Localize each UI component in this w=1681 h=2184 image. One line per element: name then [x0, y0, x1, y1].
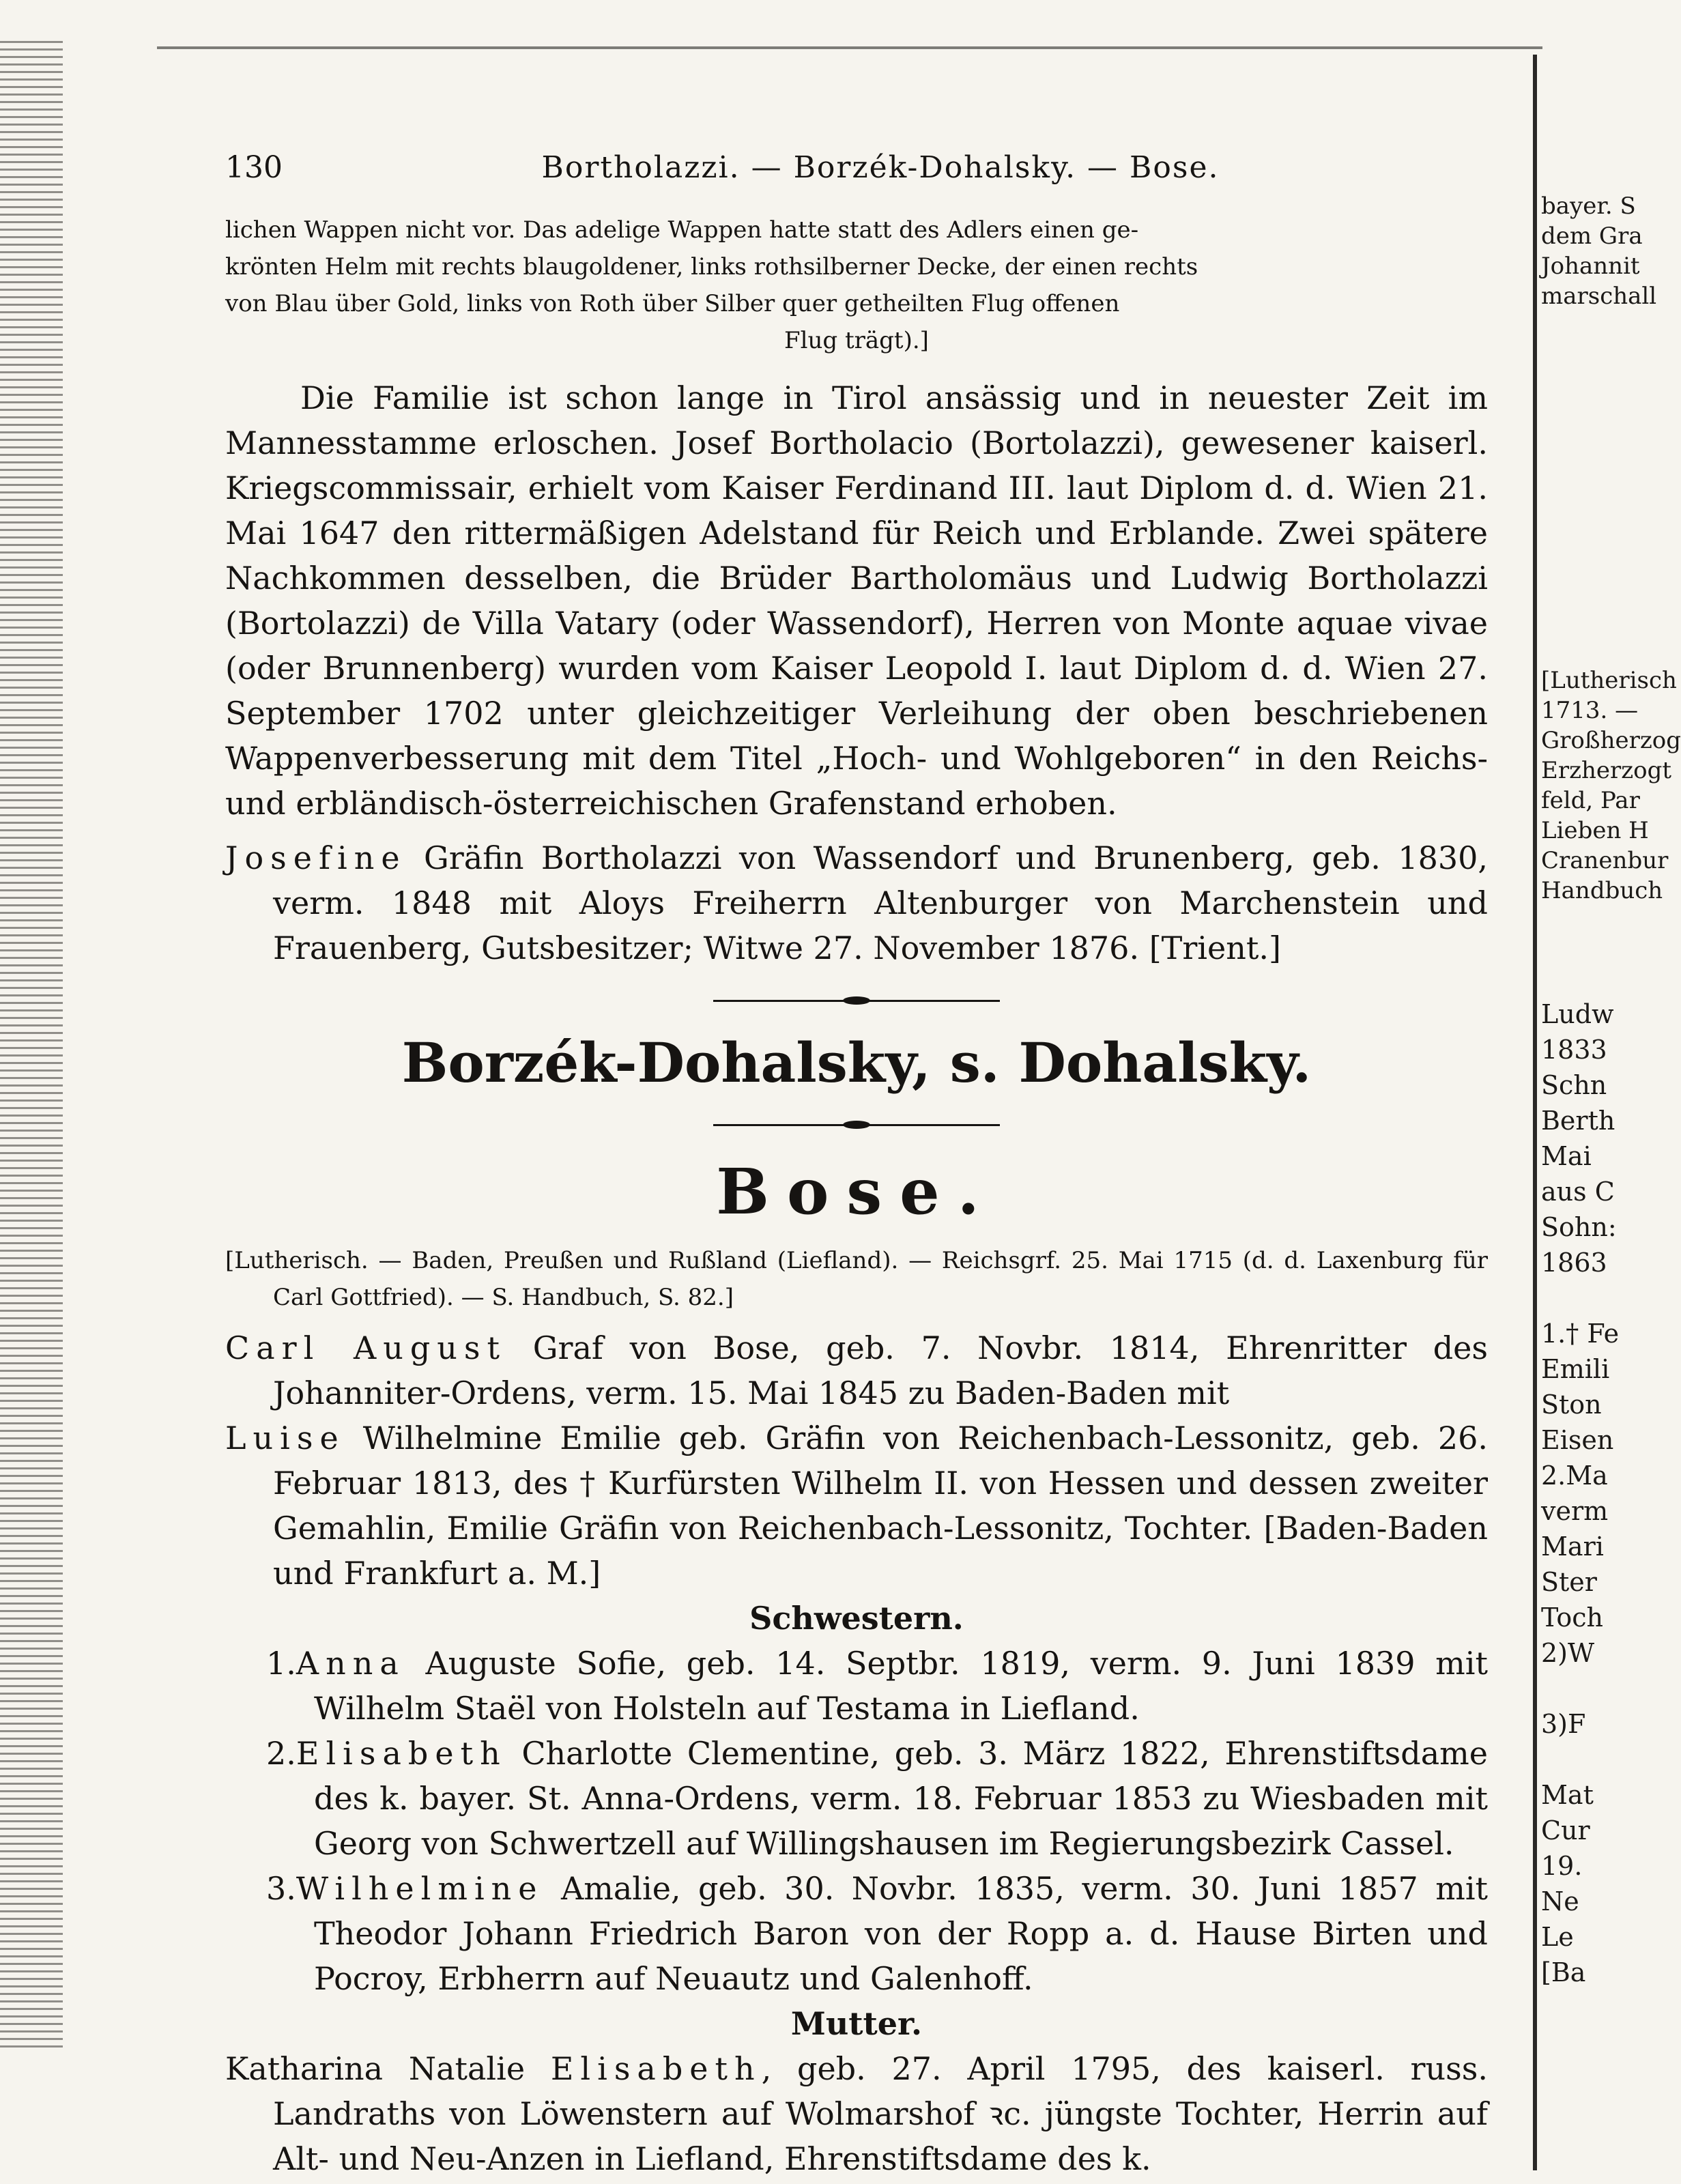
fragment-line: Mari	[1541, 1532, 1604, 1562]
bose-intro: [Lutherisch. — Baden, Preußen und Rußland (Liefland). — Reichsgrf. 25. Mai 1715 (d. d. Laxenburg für Carl Gottfried). — S. Handbuch, S. 82.]	[225, 1247, 1488, 1311]
fragment-line	[1541, 1280, 1638, 1316]
fragment-line: 19.	[1541, 1851, 1583, 1881]
fragment-line: Le	[1541, 1922, 1574, 1952]
head-name: Carl August	[225, 1330, 507, 1366]
fragment-line: 2.Ma	[1541, 1461, 1608, 1491]
continued-line: von Blau über Gold, links von Roth über Silber quer getheilten Flug offenen	[225, 290, 1120, 317]
page-number: 130	[225, 150, 283, 185]
fragment-line: 2)W	[1541, 1638, 1595, 1668]
divider-ornament	[713, 998, 1000, 1003]
sister-number: 3.	[266, 1870, 296, 1907]
fragment-line	[1541, 1742, 1638, 1777]
sister-details: Auguste Sofie, geb. 14. Septbr. 1819, verm. 9. Juni 1839 mit Wilhelm Staël von Holsteln auf Testama in Liefland.	[314, 1645, 1488, 1727]
fragment-line: Ster	[1541, 1567, 1597, 1597]
scan-edge-shadow	[0, 41, 63, 2048]
spouse-details: Wilhelmine Emilie geb. Gräfin von Reichenbach-Lessonitz, geb. 26. Februar 1813, des † Kurfürsten Wilhelm II. von Hessen und dessen zweiter Gemahlin, Emilie Gräfin von Reichenbach-Lessonitz, Tochter. [Baden-Baden und Frankfurt a. M.]	[273, 1420, 1488, 1592]
continued-arms-note	[225, 212, 1488, 359]
fragment-line: Johannit	[1541, 253, 1640, 280]
continued-line: krönten Helm mit rechts blaugoldener, links rothsilberner Decke, der einen rechts	[225, 253, 1198, 281]
fragment-line: Emili	[1541, 1354, 1610, 1384]
sister-entry	[225, 1641, 1488, 1731]
bortholazzi-history: Die Familie ist schon lange in Tirol ansässig und in neuester Zeit im Mannesstamme erloschen. Josef Bortholacio (Bortolazzi), gewesener kaiserl. Kriegscommissair, erhielt vom Kaiser Ferdinand III. laut Diplom d. d. Wien 21. Mai 1647 den rittermäßigen Adelstand für Reich und Erblande. Zwei spätere Nachkommen desselben, die Brüder Bartholomäus und Ludwig Bortholazzi (Bortolazzi) de Villa Vatary (oder Wassendorf), Herren von Monte aquae vivae (oder Brunnenberg) wurden vom Kaiser Leopold I. laut Diplom d. d. Wien 27. September 1702 unter gleichzeitiger Verleihung der oben beschriebenen Wappenverbesserung mit dem Titel „Hoch- und Wohlgeboren“ in den Reichs- und erbländisch-österreichischen Grafenstand erhoben.	[225, 379, 1488, 822]
member-details: Gräfin Bortholazzi von Wassendorf und Brunenberg, geb. 1830, verm. 1848 mit Aloys Freiherrn Altenburger von Marchenstein und Frauenberg, Gutsbesitzer; Witwe 27. November 1876. [Trient.]	[273, 839, 1488, 966]
sister-entry	[225, 1731, 1488, 1866]
continued-line-last: Flug trägt).]	[784, 327, 929, 354]
member-name: Josefine	[225, 839, 407, 876]
scan-top-rule	[157, 46, 1542, 49]
mother-name: Elisabeth	[550, 2050, 762, 2087]
mother-details: , geb. 27. April 1795, des kaiserl. russ. Landraths von Löwenstern auf Wolmarshof ꝛc. jüngste Tochter, Herrin auf Alt- und Neu-Anzen in Liefland, Ehrenstiftsdame des k.	[273, 2050, 1489, 2177]
fragment-line: Handbuch	[1541, 877, 1663, 904]
head-details: Graf von Bose, geb. 7. Novbr. 1814, Ehrenritter des Johanniter-Ordens, verm. 15. Mai 1845 zu Baden-Baden mit	[273, 1330, 1488, 1411]
fragment-line: aus C	[1541, 1177, 1615, 1207]
fragment-line: Cur	[1541, 1815, 1590, 1845]
fragment-line: Ne	[1541, 1886, 1579, 1916]
facing-page-fragment-lower	[1541, 996, 1638, 1990]
bose-spouse-entry	[225, 1416, 1488, 1596]
fragment-line: Cranenbur	[1541, 847, 1669, 874]
sister-entry	[225, 1866, 1488, 2001]
sister-name: Elisabeth	[296, 1735, 507, 1772]
fragment-line: Toch	[1541, 1603, 1604, 1633]
divider-ornament	[713, 1122, 1000, 1127]
fragment-line: 3)F	[1541, 1709, 1586, 1739]
bose-head-entry	[225, 1325, 1488, 1416]
fragment-line: 1833	[1541, 1035, 1607, 1065]
section-divider	[225, 998, 1488, 1003]
borzek-crossref-heading: Borzék-Dohalsky, s. Dohalsky.	[401, 1031, 1312, 1095]
fragment-line: Ston	[1541, 1390, 1602, 1420]
fragment-line: Berth	[1541, 1106, 1615, 1136]
fragment-line: 1863	[1541, 1248, 1607, 1278]
sister-number: 2.	[266, 1735, 296, 1772]
sister-name: Wilhelmine	[296, 1870, 544, 1907]
fragment-line: dem Gra	[1541, 222, 1643, 250]
continued-line: lichen Wappen nicht vor. Das adelige Wappen hatte statt des Adlers einen ge-	[225, 216, 1139, 244]
sisters-heading: Schwestern.	[749, 1600, 964, 1637]
fragment-line: Sohn:	[1541, 1212, 1617, 1242]
mother-given-names: Katharina Natalie	[225, 2050, 526, 2087]
fragment-line: Mai	[1541, 1141, 1592, 1171]
mother-heading: Mutter.	[790, 2005, 923, 2042]
page	[225, 150, 1488, 2181]
running-head	[225, 150, 1488, 198]
sister-number: 1.	[266, 1645, 296, 1682]
fragment-line: Erzherzogt	[1541, 757, 1672, 784]
sister-details: Charlotte Clementine, geb. 3. März 1822, Ehrenstiftsdame des k. bayer. St. Anna-Ordens, verm. 18. Februar 1853 zu Wiesbaden mit Georg von Schwertzell auf Willingshausen im Regierungsbezirk Cassel.	[314, 1735, 1489, 1862]
fragment-line: [Lutherisch	[1541, 667, 1677, 694]
sister-name: Anna	[296, 1645, 405, 1682]
spouse-name: Luise	[225, 1420, 345, 1456]
fragment-line: Großherzog	[1541, 727, 1681, 754]
mother-entry	[225, 2046, 1488, 2181]
page-gutter-rule	[1533, 55, 1537, 2170]
facing-page-fragment-middle	[1541, 665, 1681, 906]
bortholazzi-member	[225, 835, 1488, 971]
section-divider	[225, 1122, 1488, 1127]
fragment-line: Lieben H	[1541, 817, 1649, 844]
fragment-line: Ludw	[1541, 999, 1614, 1029]
fragment-line: feld, Par	[1541, 787, 1640, 814]
running-title: Bortholazzi. — Borzék-Dohalsky. — Bose.	[541, 150, 1220, 185]
fragment-line	[1541, 1671, 1638, 1706]
fragment-line: marschall	[1541, 283, 1657, 310]
fragment-line: verm	[1541, 1496, 1609, 1526]
bose-heading: Bose.	[716, 1155, 997, 1228]
sister-details: Amalie, geb. 30. Novbr. 1835, verm. 30. Juni 1857 mit Theodor Johann Friedrich Baron von der Ropp a. d. Hause Birten und Pocroy, Erbherrn auf Neuautz und Galenhoff.	[314, 1870, 1489, 1997]
fragment-line: Eisen	[1541, 1425, 1614, 1455]
fragment-line: 1.† Fe	[1541, 1319, 1620, 1349]
fragment-line: Mat	[1541, 1780, 1594, 1810]
fragment-line: [Ba	[1541, 1957, 1586, 1987]
fragment-line: Schn	[1541, 1070, 1607, 1100]
facing-page-fragment-top	[1541, 191, 1657, 311]
fragment-line: bayer. S	[1541, 192, 1636, 220]
fragment-line: 1713. —	[1541, 697, 1639, 724]
